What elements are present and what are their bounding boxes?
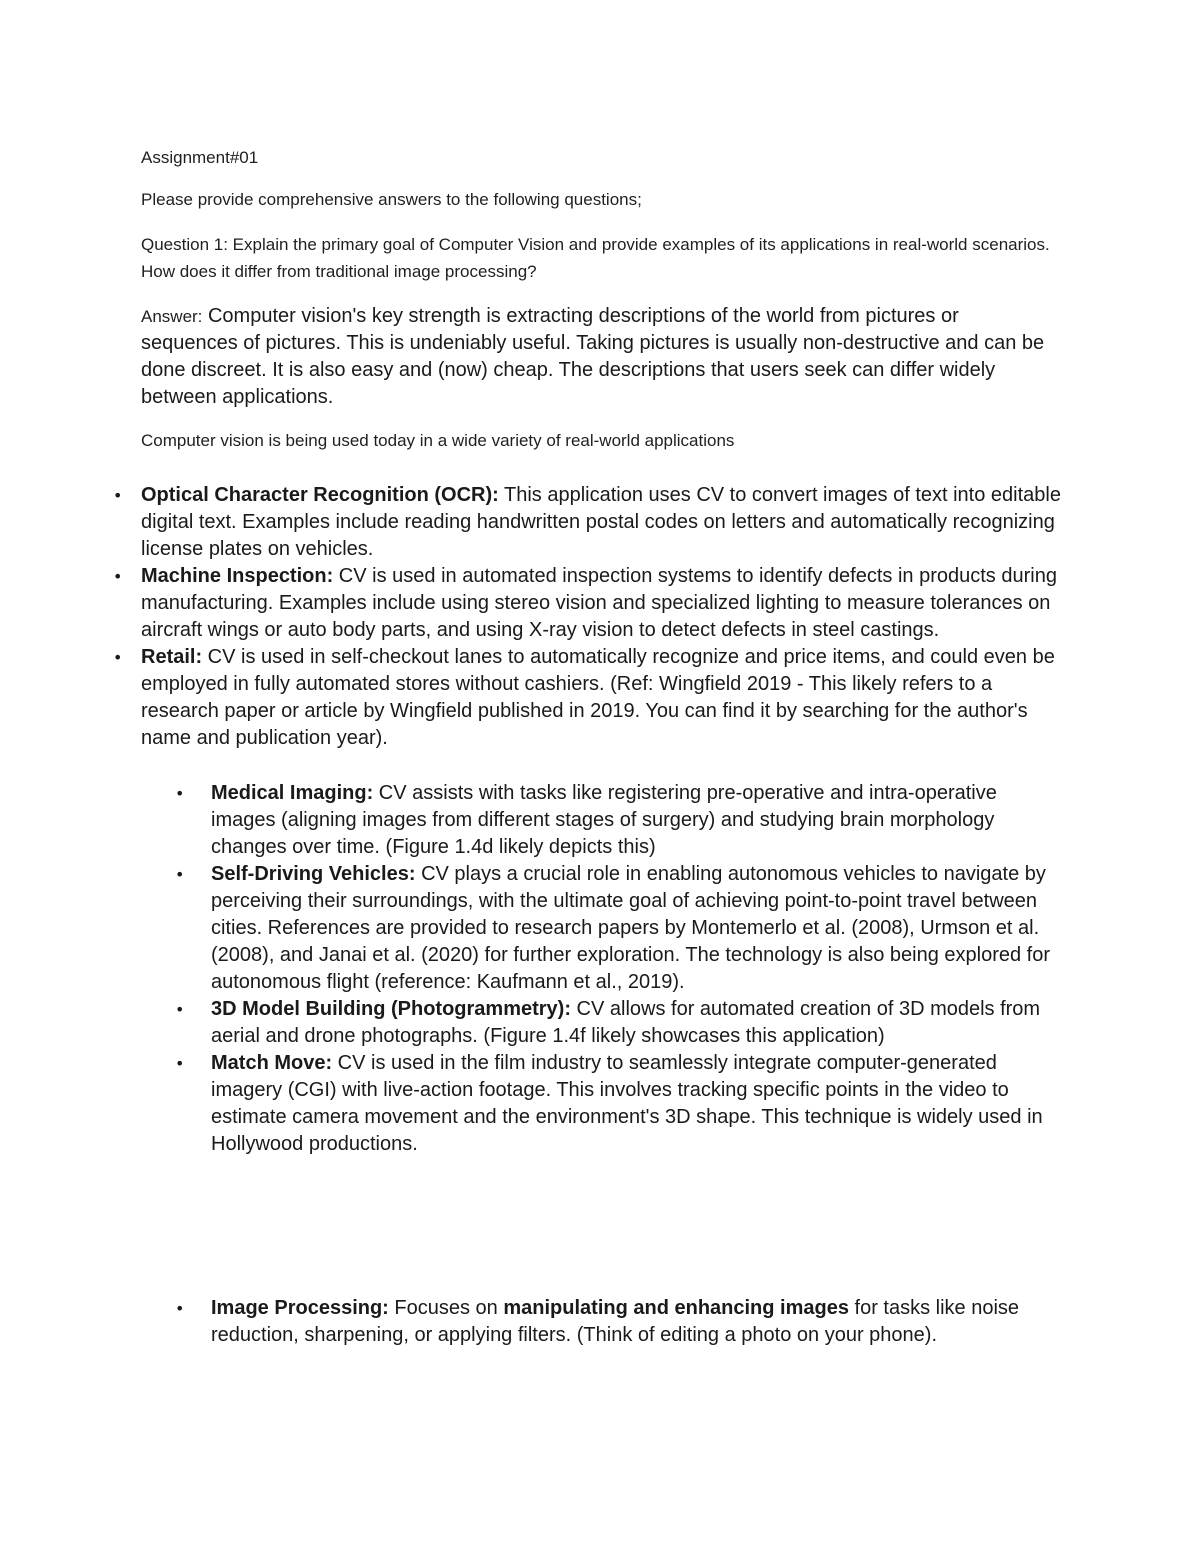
bullet-icon: • <box>113 648 123 667</box>
bullet-icon: • <box>175 784 185 803</box>
list-item-text: CV plays a crucial role in enabling autonomous vehicles to navigate by perceiving their surroundings, with the ultimate goal of achieving point-to-point travel between cities. References are provided to research papers by Montemerlo et al. (2008), Urmson et al. (2008), and Janai et al. (2020) for further exploration. The technology is also being explored for autonomous flight (reference: Kaufmann et al., 2019). <box>211 863 1051 993</box>
list-item <box>175 861 1061 996</box>
list-item <box>113 482 1061 563</box>
answer-text: Computer vision's key strength is extracting descriptions of the world from pictures or sequences of pictures. This is undeniably useful. Taking pictures is usually non-destructive and can be done discreet. It is also easy and (now) cheap. The descriptions that users seek can differ widely between applications. <box>141 305 1045 408</box>
answer-label: Answer: <box>141 307 203 326</box>
bullet-icon: • <box>113 486 123 505</box>
bullet-icon: • <box>175 1054 185 1073</box>
bullet-icon: • <box>175 1000 185 1019</box>
list-item-term: Self-Driving Vehicles: <box>211 863 416 885</box>
list-item-text: CV allows for automated creation of 3D models from aerial and drone photographs. (Figure 1.4f likely showcases this application) <box>211 998 1041 1047</box>
list-item <box>175 780 1061 861</box>
question-label: Question 1: <box>141 235 228 254</box>
list-item-text: CV assists with tasks like registering pre-operative and intra-operative images (aligning images from different stages of surgery) and studying brain morphology changes over time. (Figure 1.4d likely depicts this) <box>211 782 997 858</box>
applications-intro: Computer vision is being used today in a wide variety of real-world applications <box>141 431 735 450</box>
list-item-text: CV is used in the film industry to seamlessly integrate computer-generated imagery (CGI) with live-action footage. This involves tracking specific points in the video to estimate camera movement and the environment's 3D shape. This technique is widely used in Hollywood productions. <box>211 1052 1043 1155</box>
list-item-term: Retail: <box>141 646 203 668</box>
list-item <box>175 996 1061 1050</box>
list-item <box>175 1050 1061 1158</box>
list-item-text: Focuses on <box>388 1297 504 1319</box>
sub-applications-list <box>175 780 1061 1158</box>
question-text: Explain the primary goal of Computer Vision and provide examples of its applications in real-world scenarios. How does it differ from traditional image processing? <box>141 235 1050 281</box>
list-item-text: This application uses CV to convert images of text into editable digital text. Examples include reading handwritten postal codes on letters and automatically recognizing license plates on vehicles. <box>141 484 1061 560</box>
list-item <box>113 644 1061 752</box>
answer-paragraph <box>141 303 1061 411</box>
list-item-term: Image Processing: <box>211 1297 389 1319</box>
bullet-icon: • <box>175 1299 185 1318</box>
assignment-title: Assignment#01 <box>141 148 259 167</box>
list-item-term: 3D Model Building (Photogrammetry): <box>211 998 571 1020</box>
list-item <box>113 563 1061 644</box>
question-paragraph <box>141 231 1061 285</box>
list-item-term: Medical Imaging: <box>211 782 374 804</box>
list-item-emphasis: manipulating and enhancing images <box>503 1297 849 1319</box>
instructions-text: Please provide comprehensive answers to the following questions; <box>141 190 642 209</box>
list-item-text: CV is used in automated inspection systems to identify defects in products during manufacturing. Examples include using stereo vision and specialized lighting to measure tolerances on aircraft wings or auto body parts, and using X-ray vision to detect defects in steel castings. <box>141 565 1057 641</box>
list-item-text: for tasks like noise reduction, sharpening, or applying filters. (Think of editing a photo on your phone). <box>211 1297 1020 1346</box>
bullet-icon: • <box>175 865 185 884</box>
applications-list <box>113 482 1061 752</box>
bullet-icon: • <box>113 567 123 586</box>
list-item <box>175 1295 1061 1349</box>
list-item-term: Optical Character Recognition (OCR): <box>141 484 499 506</box>
list-item-term: Machine Inspection: <box>141 565 334 587</box>
list-item-text: CV is used in self-checkout lanes to automatically recognize and price items, and could even be employed in fully automated stores without cashiers. (Ref: Wingfield 2019 - This likely refers to a research paper or article by Wingfield published in 2019. You can find it by searching for the author's name and publication year). <box>141 646 1055 749</box>
image-processing-list <box>175 1295 1061 1349</box>
list-item-term: Match Move: <box>211 1052 333 1074</box>
